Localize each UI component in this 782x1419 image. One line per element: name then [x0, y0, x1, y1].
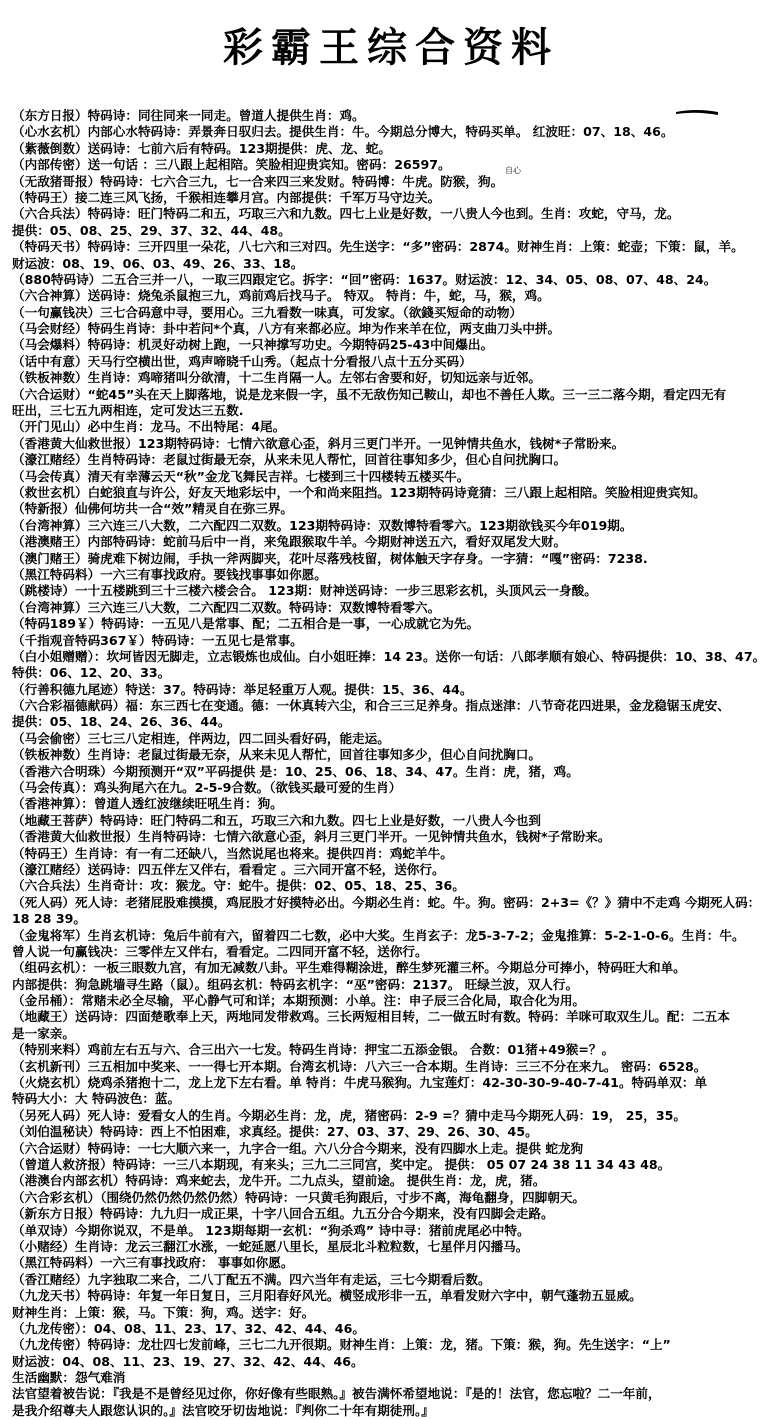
text-line: （地藏王菩萨）特码诗：旺门特码二和五，巧取三六和九数。四七上业是好数，一八贵人今也到: [12, 812, 541, 828]
text-line: （无敌猪哥报）特码诗：七六合三九，七一合来四三来发财。特码博：牛虎。防猴，狗。: [12, 173, 504, 189]
text-line: （六合运财）特码诗：一七大顺六来一，九字合一组。六八分合今期来，没有四脚水上走。提供 蛇龙狗: [12, 1140, 584, 1156]
text-line: （香港神算）：曾道人透红波继续旺吼生肖：狗。: [12, 796, 283, 812]
text-line: （港澳台内部玄机）特码诗：鸡来蛇去，龙牛开。二九点头，望前途。 提供生肖：龙，虎，猪。: [12, 1173, 546, 1189]
text-line: 曾人说一句赢钱决：三零伴左又伴右，看看定。二四同开富不轻，送你行。: [12, 943, 428, 959]
text-line: （另死人码）死人诗：爱看女人的生肖。今期必生肖：龙，虎，猪密码：2-9 =？猜中走马今期死人码：19， 25，35。: [12, 1107, 686, 1123]
text-line: （880特码诗）二五合三并一八，一取三四跟定它。拆字：“回”密码：1637。财运波：12、34、05、08、07、48、24。: [12, 271, 717, 287]
text-line: （救世玄机）白蛇狼直与许公，好友天地彩坛中，一个和尚来阻挡。123期特码诗竟猜：三八跟上起相陪。笑脸相迎贵宾知。: [12, 484, 706, 500]
text-line: （话中有意）天马行空横出世，鸡声啼晓千山秀。（起点十分看报八点十五分买码）: [12, 353, 472, 369]
document-body: [12, 108, 777, 1419]
text-line: （跳楼诗）一十五楼跳到三十三楼六楼会合。 123期：财神送码诗：一步三思彩玄机，头顶风云一身酸。: [12, 583, 597, 599]
text-line: （香港黄大仙救世报）123期特码诗：七情六欲意心歪，斜月三更门半开。一见钟情共鱼水，钱树*子常盼来。: [12, 435, 625, 451]
text-line: （九龙传密）特码诗：龙壮四七发前峰，三七二九开很期。财神生肖：上策：龙，猪。下策：猴，狗。先生送字：“上”: [12, 1337, 671, 1353]
text-line: （开门见山）必中生肖：龙马。不出特尾：4尾。: [12, 419, 286, 435]
page-title: 彩霸王综合资料: [223, 24, 559, 71]
text-line: 内部提供：狗急跳墙寻生路（鼠）。组码玄机：特码玄机字：“巫”密码：2137。 旺绿兰波，双人行。: [12, 976, 579, 992]
text-line: （组码玄机）：一板三眼数九宫，有加无减数八卦。平生难得糊涂进，醉生梦死灌三杯。今期总分可捧小，特码旺大和单。: [12, 960, 686, 976]
text-line: 提供：05、18、24、26、36、44。: [12, 714, 231, 730]
text-line: （铁板神数）生肖诗：老鼠过街最无奈，从来未见人帮忙，回首往事知多少，但心自问扰胸口。: [12, 747, 541, 763]
text-line: （濠江赌经）生肖特码诗：老鼠过街最无奈，从来未见人帮忙，回首往事知多少，但心自问扰胸口。: [12, 452, 567, 468]
text-line: （白小姐赠赠）：坎坷皆因无脚走，立志锻炼也成仙。白小姐旺捧：14 23。送你一句话：八郎孝顺有娘心、特码提供：10、38、47。: [12, 648, 766, 664]
text-line: （新东方日报）特码诗：九九归一成正果，十字八回合五组。九五分合今期来，没有四脚会走路。: [12, 1206, 554, 1222]
text-line: （六合神算）送码诗：烧兔杀鼠抱三九，鸡前鸡后找马子。 特双。 特肖：牛，蛇，马，猴，鸡。: [12, 288, 550, 304]
text-line: 法官望着被告说：『我是不是曾经见过你，你好像有些眼熟。』被告满怀希望地说：『是的！法官，您忘啦？二一年前，: [12, 1386, 661, 1402]
text-line: （濠江赌经）送码诗：四五伴左又伴右，看看定 。三六同开富不轻，送你行。: [12, 861, 445, 877]
text-line: （特码天书）特码诗：三开四里一朵花，八七六和三对四。先生送字：“多”密码：2874。财神生肖：上策：蛇壶；下策：鼠，羊。: [12, 239, 744, 255]
text-line: （六合兵法）特码诗：旺门特码二和五，巧取三六和九数。四七上业是好数，一八贵人今也到。生肖：攻蛇，守马，龙。: [12, 206, 680, 222]
text-line: （特码189￥）特码诗：一五见八是常事、配；二五相合是一事，一心成就它为先。: [12, 616, 480, 632]
text-line: （港澳赌王）内部特码诗：蛇前马后中一肖，来兔跟猴取牛羊。今期财神送五六，看好双尾发大财。: [12, 534, 567, 550]
text-line: （金吊桶）：常赌未必全尽输，平心静气可和详；本期预测：小单。注：申子辰三合化局，取合化为用。: [12, 993, 586, 1009]
text-line: （特码王）生肖诗：有一有二还缺八，当然说尾也将来。提供四肖：鸡蛇羊牛。: [12, 845, 453, 861]
text-line: 提供：05、08、25、29、37、32、44、48。: [12, 222, 291, 238]
text-line: （六合运财）“蛇45”头在天上脚落地，说是龙来假一字，虽不无敌伤知己鞍山，却也不善任人欺。三一三二落今期，看定四无有: [12, 386, 727, 402]
text-line: （千指观音特码367￥）特码诗：一五见七是常事。: [12, 632, 303, 648]
text-line: （死人码）死人诗：老猪屁股难摸摸，鸡屁股才好摸特必出。今期必生肖：蛇。牛。狗。密码：2+3=《？》猜中不走鸡 今期死人码：: [12, 894, 761, 910]
text-line: （九龙传密）：04、08、11、23、17、32、42、44、46。: [12, 1320, 365, 1336]
text-line: （马会财经）特码生肖诗：卦中若问*个真，八方有来都必应。坤为作来羊在位，两支曲刀头中拼。: [12, 321, 561, 337]
text-line: 18 28 39。: [12, 911, 86, 927]
text-line: （特码王）接二连三风飞扬，千猴相连攀月宫。内部提供：千军万马守边关。: [12, 189, 441, 205]
text-line: （铁板神数）生肖诗：鸡啼猪叫分欲清，十二生肖隔一人。左邻右舍要和好，切知远亲与近邻。: [12, 370, 541, 386]
text-line: （刘伯温秘诀）特码诗：西上不怕困难，求真经。提供：27、03、37、29、26、30、45。: [12, 1124, 538, 1140]
text-line: 财运波：04、08、11、23、19、27、32、42、44、46。: [12, 1353, 364, 1369]
text-line: （黑江特码料）一六三有事找政府： 事事如你愿。: [12, 1255, 294, 1271]
text-line: （马会传真）清天有幸薄云天“秋”金龙飞舞民吉祥。七楼到三十四楼转五楼买牛。: [12, 468, 470, 484]
text-line: 特码大小：大 特码波色：蓝。: [12, 1091, 181, 1107]
text-line: 生活幽默：怨气难消: [12, 1370, 126, 1386]
text-line: （玄机新刊）三五相加中奖来、一一得七开本期。台湾玄机诗：八六三一合本期。生肖诗：三三不分在来九。 密码：6528。: [12, 1058, 707, 1074]
text-line: （黑江特码料）一六三有事找政府。要钱找事事如你愿。: [12, 566, 327, 582]
text-line: （行善积德九尾迹）特送：37。特码诗：举足轻重万人观。提供：15、36、44。: [12, 681, 473, 697]
text-line: （九龙天书）特码诗：年复一年日复日，三月阳春好风光。横竖成形非一五，单看发财六字中，朝气蓬勃五显威。: [12, 1288, 642, 1304]
text-line: 特供：06、12、20、33。: [12, 665, 171, 681]
text-line: （澳门赌王）骑虎难下树边闹，手执一斧两脚夹，花叶尽落残枝留，树体触天字存身。一字猜：“嘎”密码：7238.: [12, 550, 648, 566]
text-line: （六合兵法）生肖奇计：攻：猴龙。守：蛇牛。提供：02、05、18、25、36。: [12, 878, 465, 894]
text-line: （内部传密）送一句话 ：三八跟上起相陪。笑脸相迎贵宾知。密码：26597。: [12, 157, 451, 173]
text-line: （马会爆料）特码诗：机灵好动树上跑，一只神撑写功史。今期特码25-43中间爆出。: [12, 337, 494, 353]
text-line: （东方日报）特码诗：同往同来一同走。曾道人提供生肖：鸡。: [12, 108, 365, 123]
text-line: 财运波：08、19、06、03、49、26、33、18。: [12, 255, 304, 271]
text-line: （金鬼将军）生肖玄机诗：兔后牛前有六，留着四二七数，必中大奖。生肖玄子：龙5-3-7-2；金鬼推算：5-2-1-0-6。生肖：牛。: [12, 927, 745, 943]
text-line: （香港六合明珠）今期预测开“双”平码提供 是：10、25、06、18、34、47。生肖：虎，猪，鸡。: [12, 763, 579, 779]
text-line: （曾道人救济报）特码诗：一三八本期现，有来头；三九二三同宫，奖中定。 提供： 05 07 24 38 11 34 43 48。: [12, 1157, 671, 1172]
text-line: 财神生肖：上策：猴，马。下策：狗，鸡。送字：好。: [12, 1304, 315, 1320]
text-line: （六合彩福德献码）福：东三西七在变通。德：一休真转六尘，和合三三足养身。指点迷津：八节奇花四进果，金龙稳锯玉虎安、: [12, 698, 730, 714]
text-line: （心水玄机）内部心水特码诗：弄景奔日驭归去。提供生肖：牛。今期总分博大，特码买单。 红波旺：07、18、46。: [12, 124, 674, 140]
text-line: （六合彩玄机）（围绕仍然仍然仍然仍然）特码诗：一只黄毛狗跟后，寸步不离，海龟翻身，四脚朝天。: [12, 1189, 586, 1205]
text-line: （火烧玄机）烧鸡杀猪抱十二，龙上龙下左右看。单 特肖：牛虎马猴狗。九宝莲灯：42-30-30-9-40-7-41。特码单双：单: [12, 1075, 708, 1091]
text-line: （紫薇倒数）送码诗：七前六后有特码。123期提供：虎、龙、蛇。: [12, 140, 391, 156]
text-line: （马会偷密）三七三八定相连，伴两边，四二回头看好码，能走运。: [12, 730, 390, 746]
text-line: （台湾神算）三六连三八大数，二六配四二双数。123期特码诗：双数博特看零六。123期欲钱买今年019期。: [12, 517, 633, 533]
text-line: （单双诗）今期你说双，不是单。 123期每期一玄机：“狗杀鸡” 诗中寻：猪前虎尾必中特。: [12, 1222, 530, 1238]
text-line: （特别来料）鸡前左右五与六、合三出六一七发。特码生肖诗：押宝二五添金银。 合数：01猪+49猴=？。: [12, 1042, 615, 1058]
text-line: （小赌经）生肖诗：龙云三翻江水涨，一蛇延愿八里长，星辰北斗粒粒数，七星伴月闪播马。: [12, 1238, 529, 1254]
text-line: （特新报）仙佛何坊共一合“效”精灵自在弥三界。: [12, 501, 294, 517]
text-line: （香江赌经）九字独取二来合，二八丁配五不满。四六当年有走运，三七今期看后数。: [12, 1271, 491, 1287]
text-line: 旺出，三七五九两相连，定可发达三五数.: [12, 403, 244, 419]
text-line: 是一家亲。: [12, 1025, 75, 1041]
stamp-text: 自心: [505, 166, 521, 175]
text-line: 是我介绍尊夫人跟您认识的。』法官咬牙切齿地说：『判你二十年有期徒刑。』: [12, 1402, 434, 1418]
text-line: （地藏王）送码诗：四面楚歌奉上天，两地同发带救鸡。三长两短相目转，二一做五时有数。特码：羊咪可取双生儿。配：二五本: [12, 1009, 730, 1025]
text-line: （香港黄大仙救世报）生肖特码诗：七情六欲意心歪，斜月三更门半开。一见钟情共鱼水，钱树*子常盼来。: [12, 829, 611, 845]
text-line: （马会传真）：鸡头狗尾六在九。2-5-9合数。（欲钱买最可爱的生肖）: [12, 780, 402, 796]
text-line: （台湾神算）三六连三八大数，二六配四二双数。特码诗：双数博特看零六。: [12, 599, 441, 615]
text-line: （一句赢钱决）三七合码意中寻，要用心。三九看数一味真，可发家。（欲錢买短命的动物）: [12, 304, 523, 320]
